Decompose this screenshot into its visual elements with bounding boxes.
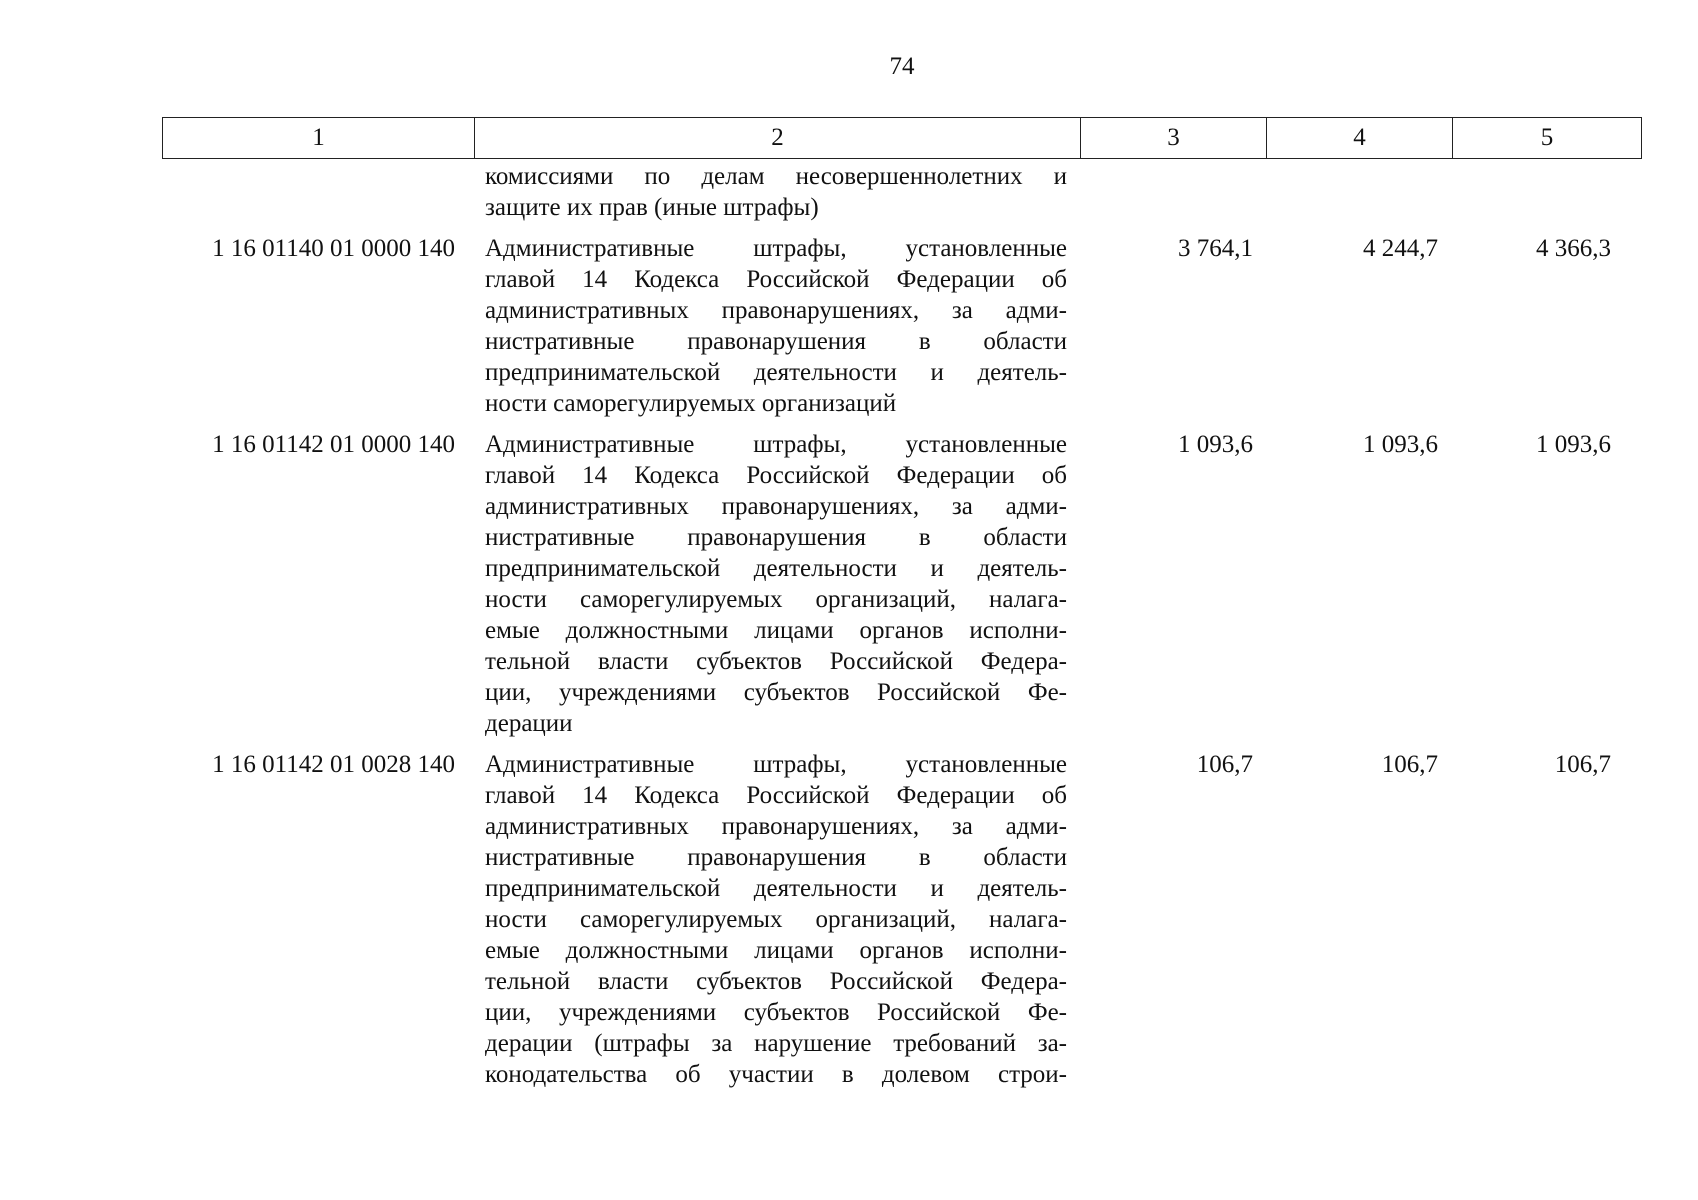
amount-cell-col-4: 1 093,6 bbox=[1363, 431, 1438, 458]
column-header-table bbox=[162, 117, 1642, 159]
description-line: дерации bbox=[485, 710, 573, 737]
description-line: предпринимательской деятельности и деятель- bbox=[485, 359, 1067, 386]
description-line: Административные штрафы, установленные bbox=[485, 431, 1067, 458]
description-line: конодательства об участии в долевом строи- bbox=[485, 1061, 1067, 1088]
description-line: предпринимательской деятельности и деятель- bbox=[485, 555, 1067, 582]
description-line: комиссиями по делам несовершеннолетних и bbox=[485, 163, 1067, 190]
column-header-row bbox=[163, 118, 1642, 159]
budget-code-cell: 1 16 01142 01 0000 140 bbox=[212, 431, 455, 458]
description-line: главой 14 Кодекса Российской Федерации об bbox=[485, 266, 1067, 293]
description-cell bbox=[473, 749, 1078, 1090]
description-line: Административные штрафы, установленные bbox=[485, 235, 1067, 262]
description-line: ции, учреждениями субъектов Российской Фе- bbox=[485, 679, 1067, 706]
description-line: нистративные правонарушения в области bbox=[485, 524, 1067, 551]
description-line: дерации (штрафы за нарушение требований за- bbox=[485, 1030, 1067, 1057]
description-line: ности саморегулируемых организаций, налага- bbox=[485, 906, 1067, 933]
table-body bbox=[162, 161, 1636, 1090]
amount-cell-col-5: 106,7 bbox=[1554, 751, 1611, 778]
description-line: главой 14 Кодекса Российской Федерации об bbox=[485, 782, 1067, 809]
budget-code-cell: 1 16 01142 01 0028 140 bbox=[212, 751, 455, 778]
description-line: емые должностными лицами органов исполни- bbox=[485, 937, 1067, 964]
description-line: ности саморегулируемых организаций bbox=[485, 390, 897, 417]
amount-cell-col-5: 1 093,6 bbox=[1536, 431, 1611, 458]
budget-code-cell: 1 16 01140 01 0000 140 bbox=[212, 235, 455, 262]
description-line: защите их прав (иные штрафы) bbox=[485, 194, 819, 221]
table-row bbox=[162, 233, 1636, 419]
description-line: ности саморегулируемых организаций, налага- bbox=[485, 586, 1067, 613]
amount-cell-col-3: 106,7 bbox=[1196, 751, 1253, 778]
description-cell bbox=[473, 429, 1078, 739]
description-line: тельной власти субъектов Российской Федера- bbox=[485, 648, 1067, 675]
page-number: 74 bbox=[889, 53, 915, 80]
amount-cell-col-5: 4 366,3 bbox=[1536, 235, 1611, 262]
description-line: главой 14 Кодекса Российской Федерации об bbox=[485, 462, 1067, 489]
column-header-2: 2 bbox=[475, 118, 1081, 159]
amount-cell-col-3: 1 093,6 bbox=[1178, 431, 1253, 458]
description-line: административных правонарушениях, за адми- bbox=[485, 297, 1067, 324]
description-line: предпринимательской деятельности и деятель- bbox=[485, 875, 1067, 902]
column-header-4: 4 bbox=[1267, 118, 1453, 159]
description-line: административных правонарушениях, за адми- bbox=[485, 813, 1067, 840]
description-cell bbox=[473, 233, 1078, 419]
description-line: тельной власти субъектов Российской Федера- bbox=[485, 968, 1067, 995]
amount-cell-col-3: 3 764,1 bbox=[1178, 235, 1253, 262]
column-header-5: 5 bbox=[1453, 118, 1642, 159]
description-line: Административные штрафы, установленные bbox=[485, 751, 1067, 778]
amount-cell-col-4: 4 244,7 bbox=[1363, 235, 1438, 262]
table-row bbox=[162, 749, 1636, 1090]
column-header-3: 3 bbox=[1081, 118, 1267, 159]
description-line: нистративные правонарушения в области bbox=[485, 328, 1067, 355]
description-line: административных правонарушениях, за адми- bbox=[485, 493, 1067, 520]
description-line: нистративные правонарушения в области bbox=[485, 844, 1067, 871]
table-row bbox=[162, 161, 1636, 223]
description-cell bbox=[473, 161, 1078, 223]
table-row bbox=[162, 429, 1636, 739]
column-header-1: 1 bbox=[163, 118, 475, 159]
description-line: емые должностными лицами органов исполни- bbox=[485, 617, 1067, 644]
amount-cell-col-4: 106,7 bbox=[1381, 751, 1438, 778]
description-line: ции, учреждениями субъектов Российской Фе- bbox=[485, 999, 1067, 1026]
